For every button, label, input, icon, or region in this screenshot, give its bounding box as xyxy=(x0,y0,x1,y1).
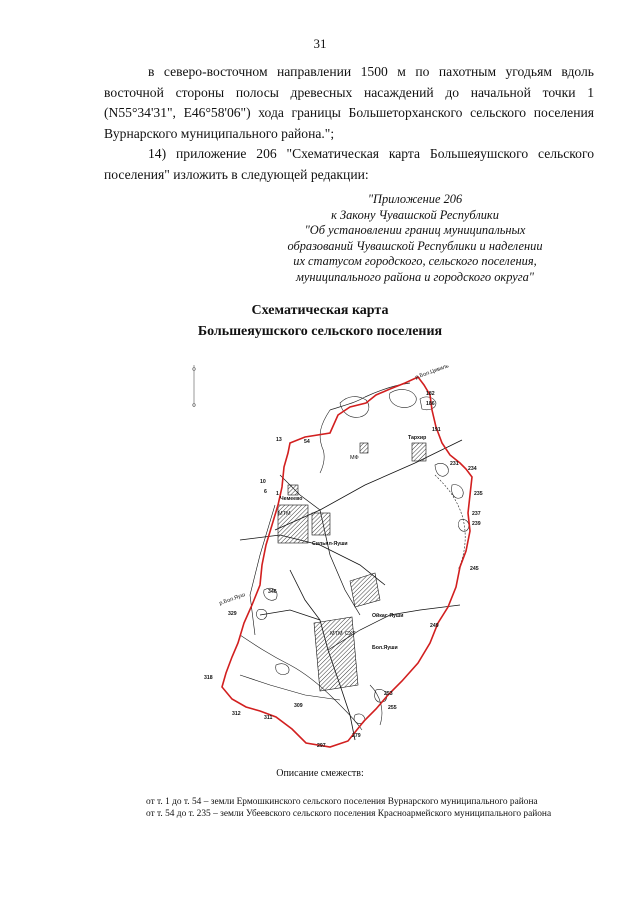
map-label: р.Бол.Цивиль xyxy=(414,363,450,381)
appendix-line: их статусом городского, сельского поселения, xyxy=(293,254,537,269)
point-label: 186 xyxy=(426,401,435,407)
adjacency-list xyxy=(104,796,594,820)
road xyxy=(250,505,275,635)
adjacency-item: от т. 54 до т. 235 – земли Убеевского сельского поселения Красноармейского муниципального района xyxy=(146,809,552,819)
map-label: МТМ xyxy=(278,511,291,517)
point-label: 245 xyxy=(470,566,479,572)
point-label: 311 xyxy=(264,715,273,721)
point-label: 249 xyxy=(430,623,439,629)
appendix-line: образований Чувашской Республики и наделении xyxy=(287,238,543,253)
point-label: 253 xyxy=(384,691,393,697)
point-label: 346 xyxy=(268,589,277,595)
map-label: МТМ xyxy=(330,631,343,637)
map-title xyxy=(0,300,640,342)
appendix-line: к Закону Чувашской Республики xyxy=(331,207,499,222)
settlement-map xyxy=(180,355,500,755)
river xyxy=(435,475,465,570)
paragraph-2: 14) приложение 206 "Схематическая карта Большеяушского сельского поселения" изложить в следующей редакции: xyxy=(104,146,594,182)
point-label: 312 xyxy=(232,711,241,717)
point-label: 279 xyxy=(352,733,361,739)
road xyxy=(260,610,320,620)
point-label: 182 xyxy=(426,391,435,397)
appendix-line: муниципального района и городского округа" xyxy=(296,269,534,284)
point-label: 235 xyxy=(474,491,483,497)
forest-patches xyxy=(256,390,468,724)
adjacency-item: от т. 1 до т. 54 – земли Ермошкинского сельского поселения Вурнарского муниципального района xyxy=(146,797,538,807)
river xyxy=(330,383,410,410)
point-label: 309 xyxy=(294,703,303,709)
appendix-line: "Приложение 206 xyxy=(367,192,463,206)
map-title-line-1: Схематическая карта xyxy=(251,303,389,318)
point-label: 231 xyxy=(450,461,459,467)
settlement-name: Ойкас-Яуши xyxy=(372,613,404,619)
river xyxy=(320,410,330,473)
settlement-name: Бол.Яуши xyxy=(372,645,398,651)
point-label: 191 xyxy=(432,427,441,433)
appendix-line: "Об установлении границ муниципальных xyxy=(304,223,526,238)
map-title-line-2: Большеяушского сельского поселения xyxy=(197,324,443,339)
point-label: 54 xyxy=(304,439,310,445)
point-label: 239 xyxy=(472,521,481,527)
point-label: 255 xyxy=(388,705,397,711)
small-labels xyxy=(219,363,450,637)
point-label: 318 xyxy=(204,675,213,681)
point-label: 6 xyxy=(264,489,267,495)
appendix-header xyxy=(260,192,570,286)
map-label: р.Бол.Яуш xyxy=(218,592,247,607)
north-arrow-icon xyxy=(193,365,196,407)
point-label: 10 xyxy=(260,479,266,485)
settlement-name: Сильял-Яуши xyxy=(312,541,348,547)
adjacency-title: Описание смежеств: xyxy=(276,768,364,779)
point-label: 1 xyxy=(276,491,279,497)
page-number: 31 xyxy=(313,36,327,51)
map-label: СХТ xyxy=(345,631,356,637)
settlement-blocks xyxy=(278,443,426,691)
point-label: 329 xyxy=(228,611,237,617)
point-label: 297 xyxy=(317,743,326,749)
point-label: 13 xyxy=(276,437,282,443)
map-label: МФ xyxy=(350,455,359,461)
point-label: 237 xyxy=(472,511,481,517)
paragraph-1: в северо-восточном направлении 1500 м по пахотным угодьям вдоль восточной стороны полосы древесных насаждений до начальной точки 1 (N55°34'31", E46°58'06") хода границы Большеторханского сельского поселения Вурнарского муниципального района."; xyxy=(104,64,594,141)
settlement-name: Тархир xyxy=(408,435,427,441)
point-label: 234 xyxy=(468,466,477,472)
settlement-name: Чемеево xyxy=(280,496,303,502)
